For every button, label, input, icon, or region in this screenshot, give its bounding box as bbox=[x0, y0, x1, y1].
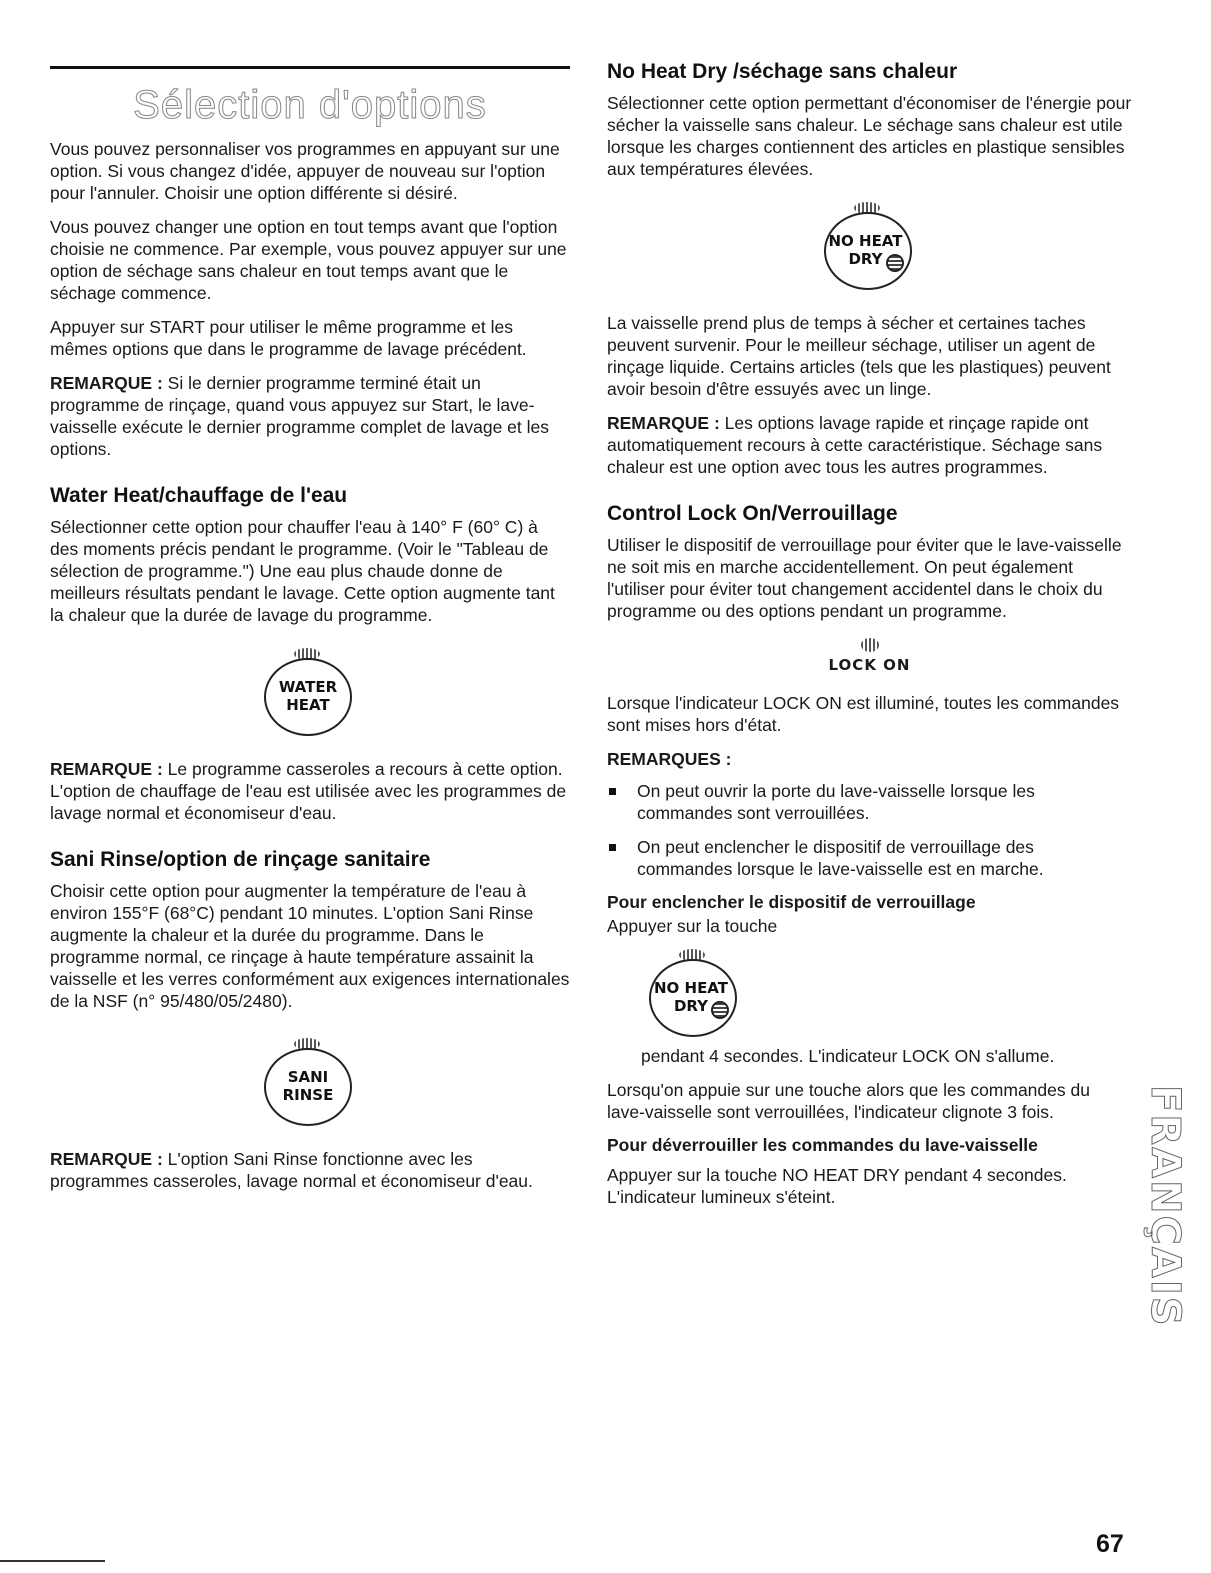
remarques-label: REMARQUES : bbox=[607, 749, 732, 769]
no-heat-dry-label-1: NO HEAT bbox=[653, 979, 728, 997]
no-heat-dry-note bbox=[607, 412, 1132, 478]
enable-lock-button-wrap bbox=[607, 945, 1132, 1037]
enable-lock-after: pendant 4 secondes. L'indicateur LOCK ON s'allume. bbox=[641, 1046, 1055, 1066]
right-column bbox=[607, 60, 1132, 1220]
no-heat-dry-label-2: DRY bbox=[673, 997, 709, 1015]
note-paragraph-1 bbox=[50, 372, 570, 460]
water-heat-note bbox=[50, 758, 570, 824]
list-item: On peut enclencher le dispositif de verrouillage des commandes lorsque le lave-vaisselle est en marche. bbox=[607, 836, 1132, 880]
page-number: 67 bbox=[1096, 1530, 1124, 1558]
disable-lock-text: Appuyer sur la touche NO HEAT DRY pendant 4 secondes. L'indicateur lumineux s'éteint. bbox=[607, 1165, 1067, 1207]
water-heat-button-icon bbox=[264, 644, 356, 736]
no-heat-dry-text-2: La vaisselle prend plus de temps à sécher et certaines taches peuvent survenir. Pour le meilleur séchage, utiliser un agent de rinçage liquide. Certains articles (tels que les plastiques) peuvent avoir besoin d'être essuyés avec un linge. bbox=[607, 313, 1111, 399]
no-heat-dry-button-icon bbox=[824, 198, 916, 290]
note-label: REMARQUE : bbox=[50, 373, 163, 393]
water-heat-label-1: WATER bbox=[278, 678, 338, 696]
section-title: Sélection d'options bbox=[133, 83, 487, 127]
note-label: REMARQUE : bbox=[50, 759, 163, 779]
no-heat-dry-button-icon bbox=[649, 945, 741, 1037]
water-heat-label-2: HEAT bbox=[286, 696, 330, 714]
title-rule bbox=[50, 66, 570, 69]
intro-paragraph-3: Appuyer sur START pour utiliser le même programme et les mêmes options que dans le programme de lavage précédent. bbox=[50, 317, 527, 359]
note-text: Le programme casseroles a recours à cette option. L'option de chauffage de l'eau est utilisée avec les programmes de lavage normal et économiseur d'eau. bbox=[50, 759, 567, 823]
lock-on-indicator bbox=[607, 638, 1132, 674]
no-heat-dry-button-wrap bbox=[607, 198, 1132, 290]
enable-lock-text: Appuyer sur la touche bbox=[607, 916, 778, 936]
no-heat-dry-label-1: NO HEAT bbox=[828, 232, 903, 250]
lock-icon bbox=[711, 1001, 729, 1019]
enable-lock-text-2: Lorsqu'on appuie sur une touche alors que les commandes du lave-vaisselle sont verrouillées, l'indicateur clignote 3 fois. bbox=[607, 1080, 1090, 1122]
sani-rinse-label-1: SANI bbox=[287, 1068, 329, 1086]
lock-icon bbox=[886, 254, 904, 272]
list-item: On peut ouvrir la porte du lave-vaisselle lorsque les commandes sont verrouillées. bbox=[607, 780, 1132, 824]
no-heat-dry-heading: No Heat Dry /séchage sans chaleur bbox=[607, 60, 958, 83]
water-heat-heading: Water Heat/chauffage de l'eau bbox=[50, 484, 348, 507]
sani-rinse-button-wrap bbox=[50, 1034, 570, 1126]
language-side-tab: FRANÇAIS bbox=[1142, 1085, 1188, 1328]
indicator-light-icon bbox=[861, 638, 879, 652]
lock-on-label: LOCK ON bbox=[828, 656, 911, 674]
remarques-list bbox=[607, 780, 1132, 880]
sani-rinse-label-2: RINSE bbox=[282, 1086, 334, 1104]
note-text: Les options lavage rapide et rinçage rapide ont automatiquement recours à cette caractéristique. Séchage sans chaleur est une option avec tous les autres programmes. bbox=[607, 413, 1103, 477]
control-lock-text: Utiliser le dispositif de verrouillage pour éviter que le lave-vaisselle ne soit mis en marche accidentellement. On peut également l'utiliser pour éviter tout changement accidentel dans le choix du programme ou des options pendant un programme. bbox=[607, 535, 1122, 621]
disable-lock-heading: Pour déverrouiller les commandes du lave-vaisselle bbox=[607, 1135, 1038, 1155]
control-lock-text-2: Lorsque l'indicateur LOCK ON est illuminé, toutes les commandes sont mises hors d'état. bbox=[607, 693, 1120, 735]
sani-rinse-heading: Sani Rinse/option de rinçage sanitaire bbox=[50, 848, 431, 871]
no-heat-dry-text: Sélectionner cette option permettant d'économiser de l'énergie pour sécher la vaisselle sans chaleur. Le séchage sans chaleur est utile lorsque les charges contiennent des articles en plastique sensibles aux températures élevées. bbox=[607, 93, 1132, 179]
control-lock-heading: Control Lock On/Verrouillage bbox=[607, 502, 898, 525]
note-text: L'option Sani Rinse fonctionne avec les programmes casseroles, lavage normal et économiseur d'eau. bbox=[50, 1149, 533, 1191]
sani-rinse-button-icon bbox=[264, 1034, 356, 1126]
sani-rinse-note bbox=[50, 1148, 570, 1192]
enable-lock-heading: Pour enclencher le dispositif de verrouillage bbox=[607, 892, 976, 912]
note-label: REMARQUE : bbox=[50, 1149, 163, 1169]
water-heat-button-wrap bbox=[50, 644, 570, 736]
intro-paragraph-2: Vous pouvez changer une option en tout temps avant que l'option choisie ne commence. Par exemple, vous pouvez appuyer sur une option de séchage sans chaleur en tout temps avant que le séchage commence. bbox=[50, 217, 567, 303]
water-heat-text: Sélectionner cette option pour chauffer l'eau à 140° F (60° C) à des moments précis pendant le programme. (Voir le "Tableau de sélection de programme.") Une eau plus chaude donne de meilleurs résultats pendant le lavage. Cette option augmente tant la chaleur que la durée de lavage du programme. bbox=[50, 517, 555, 625]
sani-rinse-text: Choisir cette option pour augmenter la température de l'eau à environ 155°F (68°C) pendant 10 minutes. L'option Sani Rinse augmente la chaleur et la durée du programme. Dans le programme normal, ce rinçage à haute température assainit la vaisselle et les verres conformément aux exigences internationales de la NSF (n° 95/480/05/2480). bbox=[50, 881, 570, 1011]
intro-paragraph-1: Vous pouvez personnaliser vos programmes en appuyant sur une option. Si vous changez d'idée, appuyer de nouveau sur l'option pour l'annuler. Choisir une option différente si désiré. bbox=[50, 139, 560, 203]
note-text: Si le dernier programme terminé était un programme de rinçage, quand vous appuyez sur Start, le lave-vaisselle exécute le dernier programme complet de lavage et les options. bbox=[50, 373, 550, 459]
left-column bbox=[50, 66, 570, 1204]
footer-rule bbox=[0, 1560, 105, 1562]
note-label: REMARQUE : bbox=[607, 413, 720, 433]
no-heat-dry-label-2: DRY bbox=[848, 250, 883, 268]
